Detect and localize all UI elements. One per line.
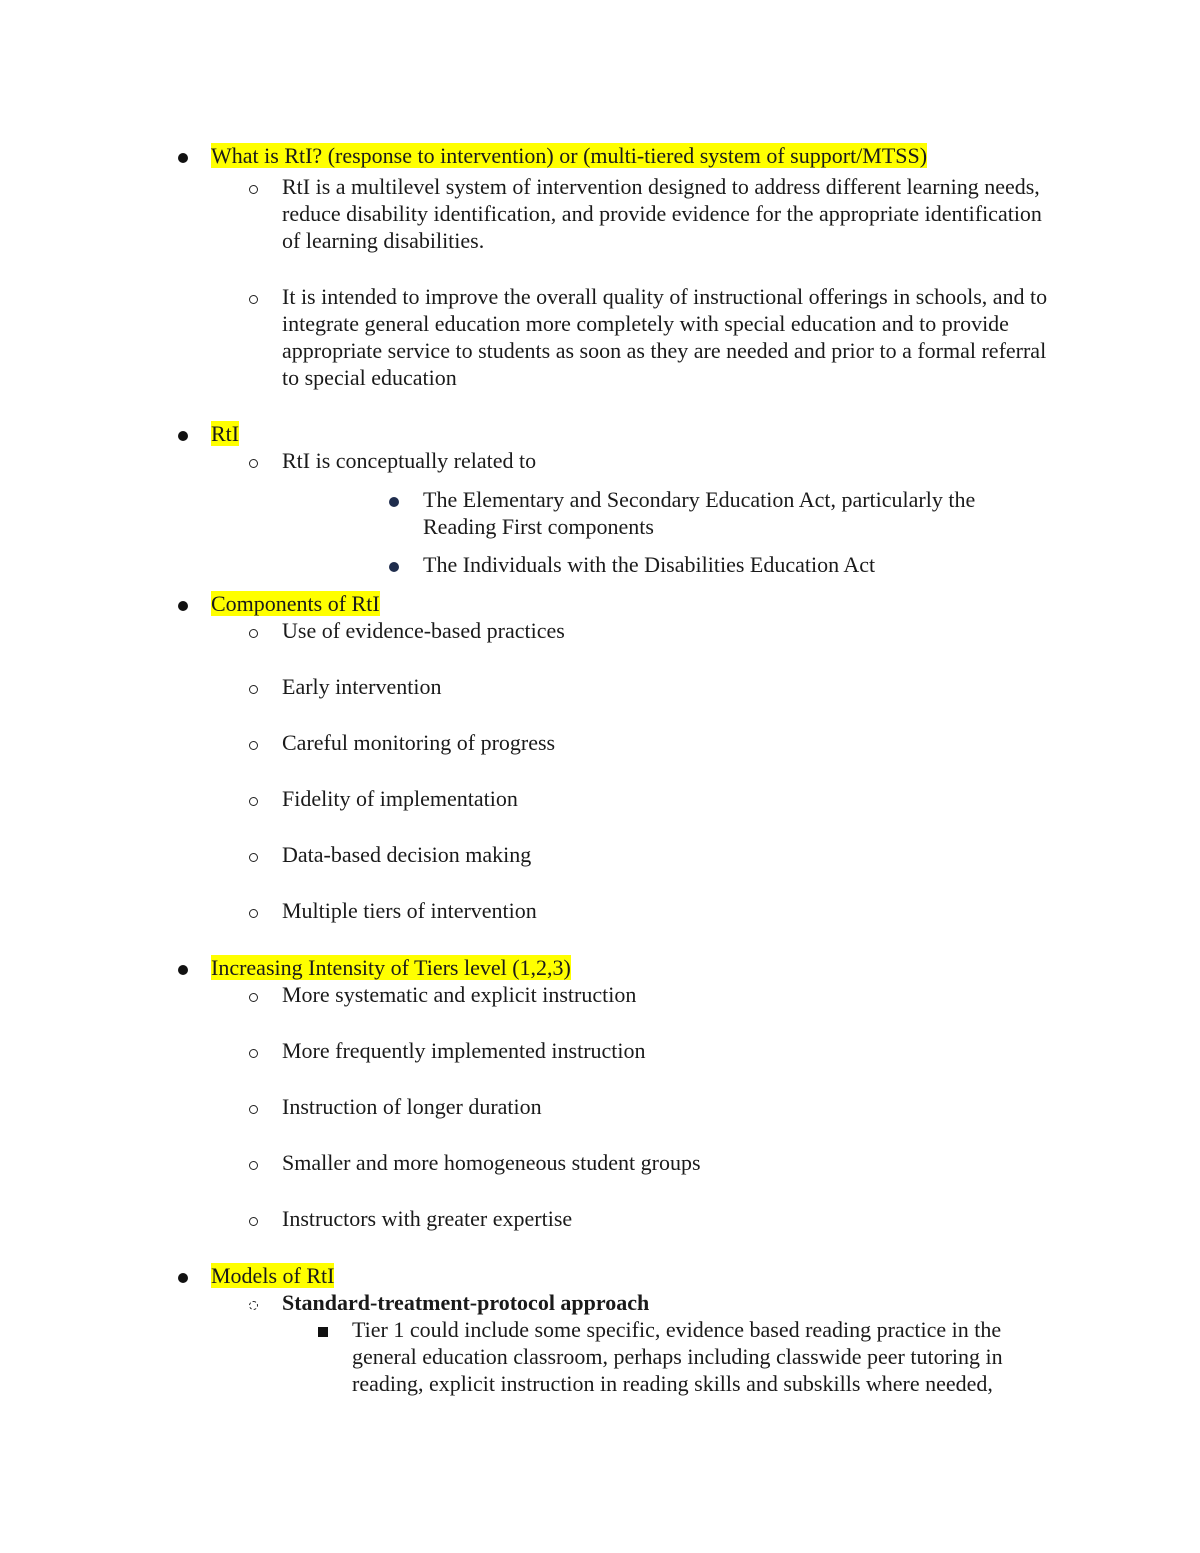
hollow-bullet-icon: [249, 785, 258, 812]
list-item: [0, 981, 1200, 1008]
filled-bullet-icon: [178, 142, 188, 169]
item-text: Instructors with greater expertise: [282, 1206, 573, 1231]
filled-bullet-icon: [178, 420, 188, 447]
list-item: [0, 1093, 1200, 1120]
section-heading-components: [0, 590, 1200, 617]
list-item: [0, 447, 1200, 474]
item-text: Standard-treatment-protocol approach: [282, 1290, 650, 1315]
hollow-bullet-icon: [249, 897, 258, 924]
filled-bullet-icon: [178, 954, 188, 981]
item-text: Smaller and more homogeneous student groups: [282, 1150, 701, 1175]
list-item: [0, 841, 1200, 868]
hollow-bullet-icon: [249, 981, 258, 1008]
item-text: More systematic and explicit instruction: [282, 982, 637, 1007]
hollow-bullet-icon: [249, 1093, 258, 1120]
list-item: [0, 729, 1200, 756]
list-item: [0, 673, 1200, 700]
item-text: Early intervention: [282, 674, 442, 699]
item-text: Instruction of longer duration: [282, 1094, 542, 1119]
item-text: Data-based decision making: [282, 842, 532, 867]
list-item: [0, 1149, 1200, 1176]
item-text: More frequently implemented instruction: [282, 1038, 646, 1063]
hollow-bullet-icon: [249, 729, 258, 756]
hollow-bullet-icon: [249, 1205, 258, 1232]
list-subitem: [0, 1316, 1200, 1397]
list-subitem: [0, 486, 1200, 540]
item-text: Careful monitoring of progress: [282, 730, 556, 755]
item-text: It is intended to improve the overall quality of instructional offerings in schools, and to integrate general education more completely with special education and to provide appropriate service to students as soon as they are needed and prior to a formal referral to special education: [282, 284, 1048, 390]
list-item: [0, 1037, 1200, 1064]
list-subitem: [0, 551, 1200, 578]
item-text: RtI is a multilevel system of intervention designed to address different learning needs, reduce disability identification, and provide evidence for the appropriate identification of learning disabilities.: [282, 174, 1042, 253]
hollow-bullet-icon: [249, 283, 258, 310]
filled-bullet-icon: [389, 551, 399, 578]
hollow-bullet-icon: [249, 841, 258, 868]
list-item: [0, 283, 1200, 391]
subitem-text: Tier 1 could include some specific, evidence based reading practice in the general education classroom, perhaps including classwide peer tutoring in reading, explicit instruction in reading skills and subskills where needed,: [352, 1317, 1003, 1396]
subitem-text: The Elementary and Secondary Education Act, particularly the Reading First components: [423, 487, 976, 539]
item-text: RtI is conceptually related to: [282, 448, 537, 473]
hollow-bullet-icon: [249, 617, 258, 644]
heading-text: Increasing Intensity of Tiers level (1,2,3): [211, 955, 571, 980]
list-item: [0, 617, 1200, 644]
section-heading-rti: [0, 420, 1200, 447]
heading-text: Components of RtI: [211, 591, 380, 616]
list-item: [0, 1289, 1200, 1316]
heading-text: Models of RtI: [211, 1263, 335, 1288]
hollow-bullet-icon: [249, 1289, 258, 1316]
filled-bullet-icon: [178, 590, 188, 617]
section-heading-intensity: [0, 954, 1200, 981]
hollow-bullet-icon: [249, 673, 258, 700]
heading-text: What is RtI? (response to intervention) or (multi-tiered system of support/MTSS): [211, 143, 928, 168]
list-item: [0, 897, 1200, 924]
hollow-bullet-icon: [249, 447, 258, 474]
subitem-text: The Individuals with the Disabilities Education Act: [423, 552, 876, 577]
filled-bullet-icon: [178, 1262, 188, 1289]
filled-bullet-icon: [389, 486, 399, 513]
heading-text: RtI: [211, 421, 240, 446]
list-item: [0, 173, 1200, 254]
hollow-bullet-icon: [249, 1149, 258, 1176]
section-heading-models: [0, 1262, 1200, 1289]
item-text: Use of evidence-based practices: [282, 618, 565, 643]
item-text: Fidelity of implementation: [282, 786, 518, 811]
section-heading-what-is-rti: [0, 142, 1200, 169]
square-bullet-icon: [318, 1316, 328, 1343]
list-item: [0, 1205, 1200, 1232]
document-body: [0, 140, 1200, 1397]
item-text: Multiple tiers of intervention: [282, 898, 537, 923]
hollow-bullet-icon: [249, 173, 258, 200]
hollow-bullet-icon: [249, 1037, 258, 1064]
list-item: [0, 785, 1200, 812]
